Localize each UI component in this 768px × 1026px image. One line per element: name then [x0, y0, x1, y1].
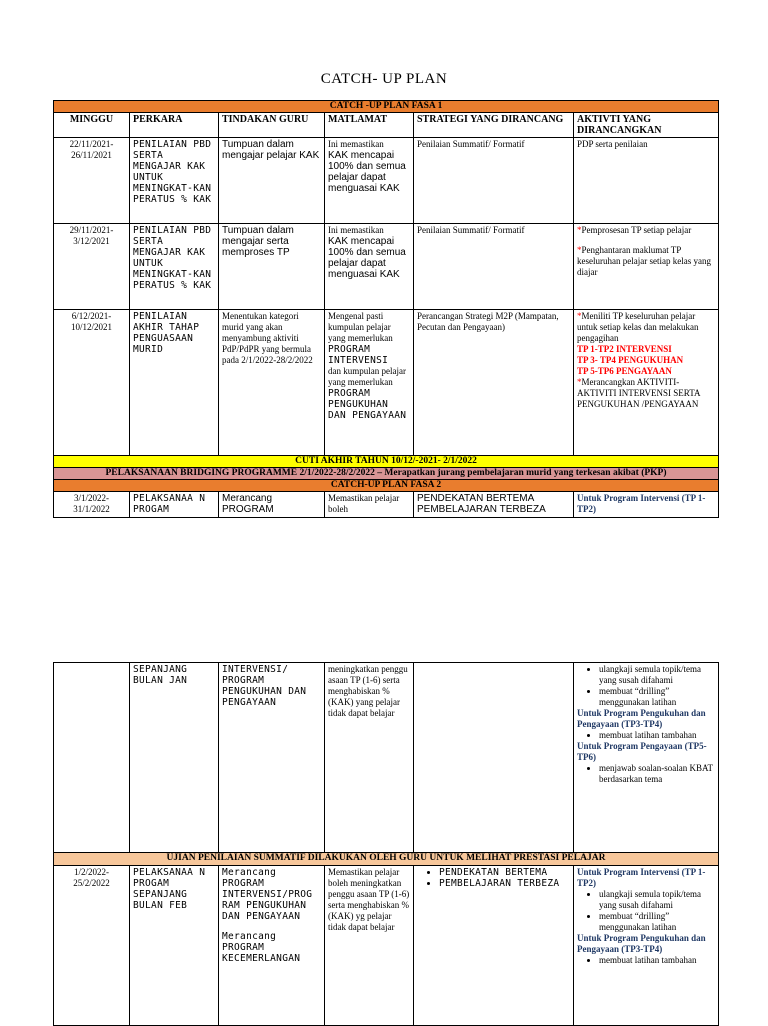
cell-aktiviti — [574, 663, 719, 853]
cell-matlamat: Memastikan pelajar boleh — [325, 492, 414, 518]
cell-strategi: Penilaian Summatif/ Formatif — [414, 224, 574, 310]
cell-perkara: SEPANJANG BULAN JAN — [130, 663, 219, 853]
list-item: • membuat latihan tambahan — [599, 955, 715, 966]
cuti-banner-row — [54, 456, 719, 468]
cell-matlamat — [325, 138, 414, 224]
bullet-list — [577, 955, 715, 966]
cell-perkara: PENILAIAN PBD SERTA MENGAJAR KAK UNTUK MENINGKAT-KAN PERATUS % KAK — [130, 138, 219, 224]
document-title: CATCH- UP PLAN — [320, 71, 448, 87]
ujian-banner-row — [54, 853, 719, 866]
cell-perkara: PELAKSANAA N PROGAM SEPANJANG BULAN FEB — [130, 866, 219, 1026]
catch-up-plan-table-page-2 — [53, 662, 719, 1026]
table-row — [54, 310, 719, 456]
phase-2-banner: CATCH-UP PLAN FASA 2 — [54, 480, 719, 492]
header-aktiviti: AKTIVTI YANG DIRANCANGKAN — [574, 113, 719, 138]
bridging-banner: PELAKSANAAN BRIDGING PROGRAMME 2/1/2022-28/2/2022 – Merapatkan jurang pembelajaran murid yang terkesan akibat (PKP) — [54, 468, 719, 480]
phase-1-banner-row — [54, 101, 719, 113]
header-tindakan-guru: TINDAKAN GURU — [219, 113, 325, 138]
cell-strategi: Penilaian Summatif/ Formatif — [414, 138, 574, 224]
phase-2-banner-row — [54, 480, 719, 492]
matlamat-line: (KAK) yang pelajar tidak dapat belajar — [328, 697, 400, 718]
cell-minggu: 29/11/2021-3/12/2021 — [54, 224, 130, 310]
header-minggu: MINGGU — [54, 113, 130, 138]
cell-aktiviti — [574, 224, 719, 310]
cell-tindakan — [219, 866, 325, 1026]
cell-tindakan: Merancang PROGRAM — [219, 492, 325, 518]
cell-minggu: 22/11/2021-26/11/2021 — [54, 138, 130, 224]
matlamat-line: KAK mencapai 100% dan semua pelajar dapat — [328, 236, 406, 269]
cuti-banner: CUTI AKHIR TAHUN 10/12/-2021- 2/1/2022 — [54, 456, 719, 468]
cell-aktiviti — [574, 310, 719, 456]
cell-minggu: 6/12/2021-10/12/2021 — [54, 310, 130, 456]
list-item: • membuat “drilling” menggunakan latihan — [599, 911, 715, 933]
bullet-list — [417, 867, 570, 889]
matlamat-line: menguasai KAK — [328, 269, 400, 280]
cell-perkara: PENILAIAN PBD SERTA MENGAJAR KAK UNTUK MENINGKAT-KAN PERATUS % KAK — [130, 224, 219, 310]
matlamat-line: meningkatkan penggu asaan TP (1-6) serta menghabiskan % — [328, 664, 408, 696]
cell-strategi — [414, 663, 574, 853]
cell-tindakan: Menentukan kategori murid yang akan menyambung aktiviti PdP/PdPR yang bermula pada 2/1/2022-28/2/2022 — [219, 310, 325, 456]
table-row — [54, 138, 719, 224]
bullet-list — [577, 889, 715, 933]
list-item: • ulangkaji semula topik/tema yang susah difahami — [599, 889, 715, 911]
bullet-list — [577, 730, 715, 741]
tp-intervensi-label: TP 1-TP2 INTERVENSI — [577, 344, 672, 354]
cell-tindakan: INTERVENSI/ PROGRAM PENGUKUHAN DAN PENGAYAAN — [219, 663, 325, 853]
cell-minggu: 1/2/2022-25/2/2022 — [54, 866, 130, 1026]
cell-tindakan: Tumpuan dalam mengajar pelajar KAK — [219, 138, 325, 224]
bullet-list — [577, 664, 715, 708]
header-matlamat: MATLAMAT — [325, 113, 414, 138]
cell-minggu — [54, 663, 130, 853]
table-row — [54, 866, 719, 1026]
asterisk-icon: * — [577, 245, 582, 255]
program-heading: Untuk Program Intervensi (TP 1-TP2) — [577, 867, 706, 888]
program-heading: Untuk Program Pengukuhan dan Pengayaan (TP3-TP4) — [577, 933, 706, 954]
matlamat-line: PROGRAM PENGUKUHAN DAN PENGAYAAN — [328, 388, 407, 421]
header-row — [54, 113, 719, 138]
aktiviti-item: *Merancangkan AKTIVITI-AKTIVITI INTERVENSI SERTA PENGUKUHAN /PENGAYAAN — [577, 377, 701, 409]
tindakan-line: Merancang PROGRAM INTERVENSI/PROG RAM PENGUKUHAN DAN PENGAYAAN — [222, 867, 313, 922]
list-item: • ulangkaji semula topik/tema yang susah difahami — [599, 664, 715, 686]
list-item: • PENDEKATAN BERTEMA — [439, 867, 570, 878]
asterisk-icon: * — [577, 311, 582, 321]
table-row — [54, 492, 719, 518]
cell-aktiviti: PDP serta penilaian — [574, 138, 719, 224]
cell-perkara: PENILAIAN AKHIR TAHAP PENGUASAAN MURID — [130, 310, 219, 456]
cell-tindakan: Tumpuan dalam mengajar serta memproses TP — [219, 224, 325, 310]
aktiviti-item: *Pemprosesan TP setiap pelajar — [577, 225, 692, 235]
table-row — [54, 224, 719, 310]
asterisk-icon: * — [577, 225, 582, 235]
cell-matlamat — [325, 663, 414, 853]
cell-strategi: Perancangan Strategi M2P (Mampatan, Pecutan dan Pengayaan) — [414, 310, 574, 456]
tindakan-line: Merancang PROGRAM KECEMERLANGAN — [222, 931, 301, 964]
ujian-banner: UJIAN PENILAIAN SUMMATIF DILAKUKAN OLEH GURU UNTUK MELIHAT PRESTASI PELAJAR — [54, 853, 719, 866]
bullet-list — [577, 763, 715, 785]
cell-aktiviti — [574, 866, 719, 1026]
program-heading: Untuk Program Pengukuhan dan Pengayaan (TP3-TP4) — [577, 708, 706, 729]
asterisk-icon: * — [577, 377, 582, 387]
matlamat-line: PROGRAM INTERVENSI — [328, 344, 389, 366]
catch-up-plan-table-page-1 — [53, 100, 719, 518]
matlamat-line: Mengenal pasti kumpulan pelajar yang memerlukan — [328, 311, 393, 343]
cell-strategi — [414, 866, 574, 1026]
list-item: • membuat “drilling” menggunakan latihan — [599, 686, 715, 708]
matlamat-line: KAK mencapai 100% dan semua pelajar dapat — [328, 150, 406, 183]
cell-minggu: 3/1/2022-31/1/2022 — [54, 492, 130, 518]
table-row — [54, 663, 719, 853]
list-item: • menjawab soalan-soalan KBAT berdasarkan tema — [599, 763, 715, 785]
phase-1-banner: CATCH -UP PLAN FASA 1 — [54, 101, 719, 113]
cell-matlamat — [325, 224, 414, 310]
matlamat-line: dan kumpulan pelajar yang memerlukan — [328, 366, 406, 387]
list-item: • PEMBELAJARAN TERBEZA — [439, 878, 570, 889]
bridging-banner-row — [54, 468, 719, 480]
list-item: • membuat latihan tambahan — [599, 730, 715, 741]
cell-matlamat: Memastikan pelajar boleh meningkatkan penggu asaan TP (1-6) serta menghabiskan % (KAK) yg pelajar tidak dapat belajar — [325, 866, 414, 1026]
matlamat-line: menguasai KAK — [328, 183, 400, 194]
aktiviti-item: *Meniliti TP keseluruhan pelajar untuk setiap kelas dan melakukan pengagihan — [577, 311, 699, 343]
cell-strategi: PENDEKATAN BERTEMA PEMBELAJARAN TERBEZA — [414, 492, 574, 518]
cell-aktiviti: Untuk Program Intervensi (TP 1-TP2) — [574, 492, 719, 518]
tp-pengayaan-label: TP 5-TP6 PENGAYAAN — [577, 366, 672, 376]
header-strategi: STRATEGI YANG DIRANCANG — [414, 113, 574, 138]
tp-pengukuhan-label: TP 3- TP4 PENGUKUHAN — [577, 355, 684, 365]
header-perkara: PERKARA — [130, 113, 219, 138]
cell-matlamat — [325, 310, 414, 456]
program-heading: Untuk Program Pengayaan (TP5-TP6) — [577, 741, 707, 762]
matlamat-line: Ini memastikan — [328, 225, 384, 235]
cell-perkara: PELAKSANAA N PROGAM — [130, 492, 219, 518]
aktiviti-item: *Penghantaran maklumat TP keseluruhan pelajar setiap kelas yang diajar — [577, 245, 711, 277]
matlamat-line: Ini memastikan — [328, 139, 384, 149]
